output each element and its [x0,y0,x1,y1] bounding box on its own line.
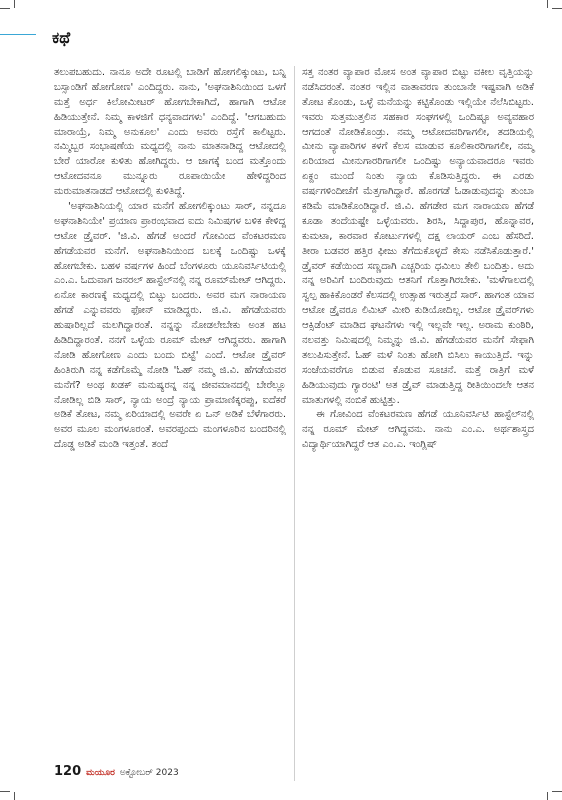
crop-mark [0,791,10,792]
crop-mark [552,8,562,9]
crop-mark [14,792,15,800]
section-title: ಕಥೆ [52,28,71,47]
paragraph: 'ಅಘನಾಶಿನಿಯಲ್ಲಿ ಯಾರ ಮನೆಗೆ ಹೋಗಲಿಕ್ಕುಂಟು ಸಾರ್, ನನ್ನದೂ ಅಘನಾಶಿನಿಯೇ' ಪ್ರಯಾಣ ಪ್ರಾರಂಭವಾದ ಐದು ನಿಮಿಷಗಳ ಬಳಿಕ ಕೇಳಿದ್ದ ಆಟೋ ಡ್ರೈವರ್. 'ಜಿ.ವಿ. ಹೆಗಡೆ ಅಂದರೆ ಗೋವಿಂದ ವೆಂಕಟರಮಣ ಹೆಗಡೆಯವರ ಮನೆಗೆ. ಅಘನಾಶಿನಿಯಿಂದ ಬಲಕ್ಕೆ ಒಂದಿಷ್ಟು ಒಳಕ್ಕೆ ಹೋಗಬೇಕು. ಬಹಳ ವರ್ಷಗಳ ಹಿಂದೆ ಬೆಂಗಳೂರು ಯೂನಿವರ್ಸಿಟಿಯಲ್ಲಿ ಎಂ.ಎ. ಓದುವಾಗ ಜನರಲ್ ಹಾಸ್ಟೆಲ್‌ನಲ್ಲಿ ನನ್ನ ರೂಮ್‌ಮೇಟ್ ಆಗಿದ್ದರು. ಏನೋ ಕಾರಣಕ್ಕೆ ಮಧ್ಯದಲ್ಲಿ ಬಿಟ್ಟು ಬಂದರು. ಅವರ ಮಗ ನಾರಾಯಣ ಹೆಗಡೆ ಎನ್ನುವವರು ಫೋನ್ ಮಾಡಿದ್ದರು. ಜಿ.ವಿ. ಹೆಗಡೆಯವರು ಹುಷಾರಿಲ್ಲದೆ ಮಲಗಿದ್ದಾರಂತೆ. ನನ್ನನ್ನು ನೋಡಲೇಬೇಕು ಅಂತ ಹಟ ಹಿಡಿದಿದ್ದಾರಂತೆ. ನನಗೆ ಒಳ್ಳೆಯ ರೂಮ್ ಮೇಟ್ ಆಗಿದ್ದವರು. ಹಾಗಾಗಿ ನೋಡಿ ಹೋಗೋಣ ಎಂದು ಬಂದು ಬಿಟ್ಟೆ' ಎಂದೆ. ಆಟೋ ಡ್ರೈವರ್ ಹಿಂತಿರುಗಿ ನನ್ನ ಕಡೆಗೊಮ್ಮೆ ನೋಡಿ 'ಓಹ್ ನಮ್ಮ ಜಿ.ವಿ. ಹೆಗಡೆಯವರ ಮನೆಗೆ? ಅಂಥ ಖಡಕ್ ಮನುಷ್ಯರನ್ನ ನನ್ನ ಜೀವಮಾನದಲ್ಲಿ ಬೇರೆಲ್ಲೂ ನೋಡಿಲ್ಲ ಬಿಡಿ ಸಾರ್, ನ್ಯಾಯ ಅಂದ್ರೆ ನ್ಯಾಯ ಪ್ರಾಮಾಣಿಕ್ಕರಪ್ಪು, ಐದೆಕರೆ ಅಡಿಕೆ ತೋಟ, ನಮ್ಮ ಏರಿಯಾದಲ್ಲಿ ಅವರೇ ಏ ಒನ್ ಅಡಿಕೆ ಬೆಳೆಗಾರರು. ಅವರ ಮೂಲ ಮಂಗಳೂರಂತೆ. ಅವರಪ್ಪಂದು ಮಂಗಳೂರಿನ ಬಂದರಿನಲ್ಲಿ ದೊಡ್ಡ ಅಡಿಕೆ ಮಂಡಿ ಇತ್ತಂತೆ. ತಂದೆ [54,201,286,451]
section-accent-line [0,34,36,35]
crop-mark [0,8,10,9]
crop-mark [547,0,548,8]
issue-date: ಅಕ್ಟೋಬರ್ 2023 [119,768,179,778]
article-column-left [54,66,286,453]
column-divider [294,66,295,781]
paragraph: ಸತ್ತ ನಂತರ ವ್ಯಾಪಾರ ಮೋಸ ಅಂತ ವ್ಯಾಪಾರ ಬಿಟ್ಟು ವಕೀಲ ವೃತ್ತಿಯನ್ನು ನಡೆಸಿದರಂತೆ. ನಂತರ ಇಲ್ಲಿನ ವಾತಾವರಣ ತುಂಬಾನೇ ಇಷ್ಟವಾಗಿ ಅಡಿಕೆ ತೋಟ ಕೊಂಡು, ಒಳ್ಳೆ ಮನೆಯನ್ನು ಕಟ್ಟಿಕೊಂಡು ಇಲ್ಲಿಯೇ ನೆಲೆಸಿಬಿಟ್ಟರು. ಇವರು ಸುತ್ತಮುತ್ತಲಿನ ಸಹಕಾರ ಸಂಘಗಳಲ್ಲಿ ಒಂದಿಷ್ಟೂ ಅವ್ಯವಹಾರ ಆಗದಂತೆ ನೋಡಿಕೊಂಡ್ರು. ನಮ್ಮ ಆಟೋದವರಿಗಾಗಲೀ, ತದಡಿಯಲ್ಲಿ ಮೀನು ವ್ಯಾಪಾರಿಗಳ ಕಳಗೆ ಕೆಲಸ ಮಾಡುವ ಕೂಲಿಕಾರರಿಗಾಗಲೀ, ನಮ್ಮ ಏರಿಯಾದ ಮೀನುಗಾರರಿಗಾಗಲೀ ಒಂದಿಷ್ಟು ಅನ್ಯಾಯವಾದರೂ ಇವರು ಏಕ್ದಂ ಮುಂದೆ ನಿಂತು ನ್ಯಾಯ ಕೊಡಿಸುತ್ತಿದ್ದರು. ಈ ಎರಡು ವರ್ಷಗಳಿಂದೀಚೆಗೆ ಮೆತ್ತಗಾಗಿದ್ದಾರೆ. ಹೊರಗಡೆ ಓಡಾಡುವುದನ್ನು ತುಂಬಾ ಕಡಿಮೆ ಮಾಡಿಕೊಂಡಿದ್ದಾರೆ. ಜಿ.ವಿ. ಹೆಗಡೇರ ಮಗ ನಾರಾಯಣ ಹೆಗಡೆ ಕೂಡಾ ತಂದೆಯಷ್ಟೇ ಒಳ್ಳೆಯವರು. ಶಿರಸಿ, ಸಿದ್ದಾಪುರ, ಹೊನ್ನಾವರ, ಕುಮಟಾ, ಕಾರವಾರ ಕೋರ್ಟುಗಳಲ್ಲಿ ದಕ್ಷ ಲಾಯರ್ ಎಂಬ ಹೆಸರಿದೆ. ತೀರಾ ಬಡವರ ಹತ್ತಿರ ಫೀಜು ತೆಗೆದುಕೊಳ್ಳದೆ ಕೇಸು ನಡೆಸಿಕೊಡುತ್ತಾರೆ.' ಡ್ರೈವರ್ ಕಡೆಯಿಂದ ಸಣ್ಣದಾಗಿ ಎಚ್ಚರಿಯ ಧಮಿಲು ತೇಲಿ ಬಂದಿತ್ತು. ಅದು ನನ್ನ ಅರಿವಿಗೆ ಬಂದಿರುವುದು ಆತನಿಗೆ ಗೊತ್ತಾಗಿರಬೇಕು. 'ಮಳೆಗಾಲದಲ್ಲಿ ಸ್ವಲ್ಪ ಹಾಕಿಕೊಂಡರೆ ಕೆಲಸದಲ್ಲಿ ಉತ್ಸಾಹ ಇರುತ್ತದೆ ಸಾರ್. ಹಾಗಂತ ಯಾವ ಆಟೋ ಡ್ರೈವರೂ ಲಿಮಿಟ್ ಮೀರಿ ಕುಡಿಯೋದಿಲ್ಲ. ಆಟೋ ಡ್ರೈವರ್‌ಗಳು ಆಕ್ಸಿಡೆಂಟ್ ಮಾಡಿದ ಘಟನೆಗಳು ಇಲ್ಲಿ ಇಲ್ಲವೇ ಇಲ್ಲ. ಅರಾಮ ಕುಂಠಿರಿ, ನಲವತ್ತು ನಿಮಿಷದಲ್ಲಿ ನಿಮ್ಮನ್ನು ಜಿ.ವಿ. ಹೆಗಡೆಯವರ ಮನೆಗೆ ಸೇಫಾಗಿ ತಲುಪಿಸುತ್ತೇನೆ. ಓಹ್ ಮಳೆ ನಿಂತು ಹೋಗಿ ಬಿಸಿಲು ಕಾಯುತ್ತಿದೆ. ಇನ್ನು ಸಂಜೆಯವರೆಗೂ ಬಿಡುವ ಕೊಡುವ ಸೂಚನೆ. ಮತ್ತೆ ರಾತ್ರಿಗೆ ಮಳೆ ಹಿಡಿಯುವುದು ಗ್ಯಾರಂಟಿ' ಅತ ಡ್ರೈವ್ ಮಾಡುತ್ತಿದ್ದ ರೀತಿಯಿಂದಲೇ ಆತನ ಮಾತುಗಳಲ್ಲಿ ನಂಬಿಕೆ ಹುಟ್ಟಿತ್ತು. [302,67,534,406]
magazine-logo: ಮಯೂರ [86,768,115,778]
paragraph: ತಲುಪಬಹುದು. ನಾನೂ ಅದೇ ರೂಟಲ್ಲಿ ಬಾಡಿಗೆ ಹೋಗಲಿಕ್ಕುಂಟು, ಬನ್ನಿ ಬಸ್ಸಾಂಡಿಗೆ ಹೋಗೋಣ' ಎಂದಿದ್ದರು. ನಾನು, 'ಅಘನಾಶಿನಿಯಿಂದ ಒಳಗೆ ಮತ್ತೆ ಅರ್ಧ ಕಿಲೋಮೀಟರ್ ಹೋಗಬೇಕಾಗಿದೆ, ಹಾಗಾಗಿ ಆಟೋ ಹಿಡಿಯುತ್ತೇನೆ. ನಿಮ್ಮ ಕಾಳಜಿಗೆ ಧನ್ಯವಾದಗಳು' ಎಂದಿದ್ದೆ. 'ಆಗಬಹುದು ಮಾರಾಯ್ರೆ, ನಿಮ್ಮ ಅನುಕೂಲ' ಎಂದು ಅವರು ರಸ್ತೆಗೆ ಕಾಲಿಟ್ಟರು. ನಮ್ಮಿಬ್ಬರ ಸಂಭಾಷಣೆಯ ಮಧ್ಯದಲ್ಲಿ ನಾನು ಮಾತನಾಡಿದ್ದ ಆಟೋದಲ್ಲಿ ಬೇರೆ ಯಾರೋ ಕುಳಿತು ಹೋಗಿದ್ದರು. ಆ ಜಾಗಕ್ಕೆ ಬಂದ ಮತ್ತೊಂದು ಆಟೋದವನೂ ಮುನ್ನೂರು ರೂಪಾಯಿಯೇ ಹೇಳಿದ್ದರಿಂದ ಮರುಮಾತನಾಡದೆ ಆಟೋದಲ್ಲಿ ಕುಳಿತಿದ್ದೆ. [54,67,286,198]
crop-mark [547,792,548,800]
article-column-right [302,66,534,453]
crop-mark [14,0,15,8]
page-number: 120 [54,764,82,779]
paragraph: ಈ ಗೋವಿಂದ ವೆಂಕಟರಮಣ ಹೆಗಡೆ ಯೂನಿವರ್ಸಿಟಿ ಹಾಸ್ಟೆಲ್‌ನಲ್ಲಿ ನನ್ನ ರೂಮ್ ಮೇಟ್ ಆಗಿದ್ದವನು. ನಾನು ಎಂ.ಎ. ಅರ್ಥಶಾಸ್ತ್ರದ ವಿದ್ಯಾರ್ಥಿಯಾಗಿದ್ದರೆ ಆತ ಎಂ.ಎ. ಇಂಗ್ಲಿಷ್ [302,409,534,451]
page-footer [54,764,179,779]
crop-mark [552,791,562,792]
